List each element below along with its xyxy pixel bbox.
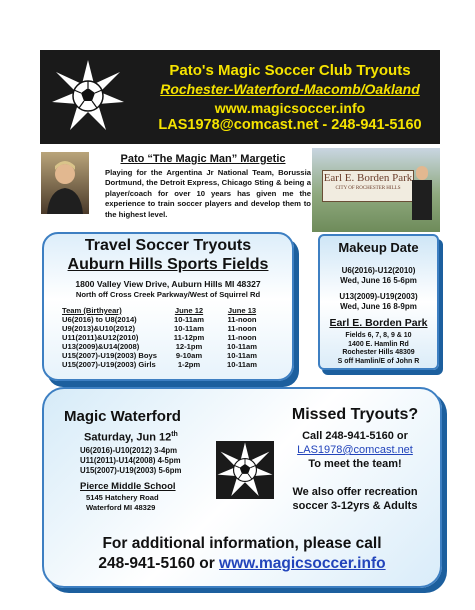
table-cell: U11(2011)&U12(2010)	[62, 333, 139, 342]
waterford-school: Pierce Middle School	[80, 481, 176, 492]
coach-photo	[41, 152, 89, 214]
park-sign-name: Earl E. Borden Park	[323, 172, 413, 184]
club-title: Pato's Magic Soccer Club Tryouts	[169, 62, 411, 79]
table-cell: 11-noon	[227, 324, 257, 333]
waterford-street: 5145 Hatchery Road	[86, 493, 159, 502]
makeup-group-1: U6(2016)-U12(2010)	[341, 266, 416, 275]
table-cell: 10-11am	[227, 351, 257, 360]
missed-call-text: Call 248-941-5160 or	[302, 430, 408, 442]
table-cell: 1-2pm	[177, 360, 201, 369]
footer-phone: 248-941-5160 or	[98, 555, 220, 572]
waterford-date-suffix: th	[171, 431, 178, 438]
column-header-team: Team (Birthyear)	[62, 306, 122, 315]
table-cell: 10-11am	[227, 360, 257, 369]
region-text: Rochester-Waterford-Macomb/Oakland	[160, 81, 420, 97]
waterford-missed-panel	[42, 387, 442, 588]
park-photo	[312, 148, 440, 232]
table-cell: 11-12pm	[173, 333, 205, 342]
makeup-street: 1400 E. Hamlin Rd	[348, 340, 409, 348]
team-column	[62, 306, 157, 369]
email-link[interactable]: LAS1978@comcast.net	[158, 117, 319, 133]
table-cell: U6(2016) to U8(2014)	[62, 315, 137, 324]
park-sign-sub: CITY OF ROCHESTER HILLS	[335, 186, 401, 191]
waterford-city: Waterford MI 48329	[86, 502, 156, 512]
table-cell: 12-1pm	[175, 342, 203, 351]
missed-email-link[interactable]: LAS1978@comcast.net	[297, 444, 413, 456]
makeup-park-name: Earl E. Borden Park	[329, 317, 428, 329]
person-body	[412, 180, 432, 220]
waterford-date	[84, 431, 178, 444]
waterford-date-text: Saturday, Jun 12	[84, 431, 172, 444]
table-cell: U9(2013)&U10(2012)	[62, 324, 136, 333]
soccer-ball-star-logo-icon	[216, 441, 274, 499]
separator: -	[318, 117, 332, 133]
table-cell: 10-11am	[227, 342, 257, 351]
coach-name: Pato “The Magic Man” Margetic	[120, 153, 286, 165]
waterford-row: U6(2016)-U10(2012) 3-4pm	[80, 446, 178, 455]
waterford-row: U15(2007)-U19(2003) 5-6pm	[80, 466, 182, 475]
travel-location: Auburn Hills Sports Fields	[67, 256, 269, 273]
table-cell: U13(2009)&U14(2008)	[62, 342, 140, 351]
table-cell: U15(2007)-U19(2003) Girls	[62, 360, 156, 369]
makeup-time-2: Wed, June 16 8-9pm	[340, 302, 417, 311]
table-cell: 11-noon	[227, 333, 257, 342]
makeup-date-panel	[318, 234, 439, 370]
footer-info-text: For additional information, please call	[102, 535, 382, 552]
recreation-ages-text: soccer 3-12yrs & Adults	[292, 500, 418, 512]
waterford-title: Magic Waterford	[64, 408, 181, 425]
phone-number: 248-941-5160	[331, 117, 422, 133]
person-icon	[41, 152, 89, 214]
makeup-fields: Fields 6, 7, 8, 9 & 10	[345, 332, 412, 339]
travel-title: Travel Soccer Tryouts	[84, 237, 252, 254]
footer-website-link[interactable]: www.magicsoccer.info	[219, 555, 386, 572]
missed-tryouts-title: Missed Tryouts?	[291, 406, 419, 423]
header-banner	[40, 50, 440, 144]
coach-bio-text: Playing for the Argentina Jr National Team, Borussia Dortmund, the Detroit Express, Chicago Sting & being a player/coach for over 10 years has given me the experience to train soccer players and develop them to the highest level.	[105, 168, 311, 219]
waterford-row: U11(2011)-U14(2008) 4-5pm	[80, 456, 181, 465]
contact-line	[140, 117, 440, 133]
makeup-title: Makeup Date	[338, 240, 419, 255]
travel-directions: North off Cross Creek Parkway/West of Squirrel Rd	[75, 290, 261, 299]
table-cell: 11-noon	[227, 315, 257, 324]
june12-column	[169, 306, 209, 369]
website-link[interactable]: www.magicsoccer.info	[214, 100, 366, 116]
column-header-june12: June 12	[174, 306, 204, 315]
person-icon	[416, 166, 428, 180]
makeup-city: Rochester Hills 48309	[342, 349, 415, 357]
makeup-directions: S off Hamlin/E of John R	[337, 357, 420, 365]
table-cell: U15(2007)-U19(2003) Boys	[62, 351, 157, 360]
june13-column	[222, 306, 262, 369]
travel-address: 1800 Valley View Drive, Auburn Hills MI 48327	[75, 279, 261, 289]
soccer-ball-star-logo-icon	[50, 58, 126, 134]
footer-contact-line	[44, 555, 440, 573]
table-cell: 9-10am	[175, 351, 203, 360]
recreation-text: We also offer recreation	[292, 486, 418, 498]
table-cell: 10-11am	[174, 324, 204, 333]
travel-tryouts-panel	[42, 232, 294, 381]
park-sign	[322, 170, 414, 202]
makeup-time-1: Wed, June 16 5-6pm	[340, 276, 417, 285]
column-header-june13: June 13	[227, 306, 257, 315]
table-cell: 10-11am	[174, 315, 204, 324]
soccer-ball-star-logo	[216, 441, 274, 499]
missed-meet-text: To meet the team!	[308, 458, 402, 470]
makeup-group-2: U13(2009)-U19(2003)	[339, 292, 418, 301]
